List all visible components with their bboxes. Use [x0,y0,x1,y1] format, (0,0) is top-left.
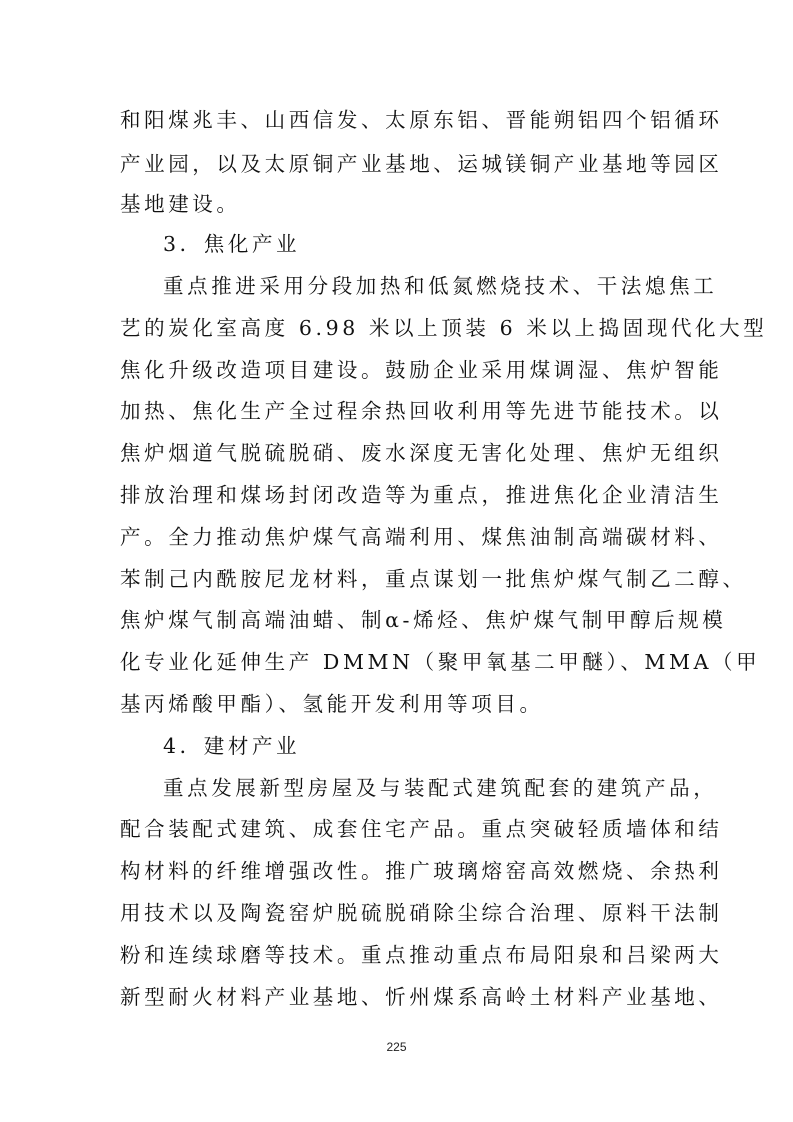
body-text-line: 艺的炭化室高度 6.98 米以上顶装 6 米以上捣固现代化大型 [120,316,768,340]
body-text-line: 苯制己内酰胺尼龙材料，重点谋划一批焦炉煤气制乙二醇、 [120,567,747,591]
body-text-line: 和阳煤兆丰、山西信发、太原东铝、晋能朔铝四个铝循环 [120,108,723,132]
body-text-line: 用技术以及陶瓷窑炉脱硫脱硝除尘综合治理、原料干法制 [120,901,723,925]
body-text-line: 构材料的纤维增强改性。推广玻璃熔窑高效燃烧、余热利 [120,859,723,883]
body-text-line: 产。全力推动焦炉煤气高端利用、煤焦油制高端碳材料、 [120,525,723,549]
body-text-line: 焦炉烟道气脱硫脱硝、废水深度无害化处理、焦炉无组织 [120,441,723,465]
body-text-line: 焦炉煤气制高端油蜡、制α-烯烃、焦炉煤气制甲醇后规模 [120,608,727,632]
section-heading-building-materials: 4．建材产业 [163,734,301,758]
body-text-line: 加热、焦化生产全过程余热回收利用等先进节能技术。以 [120,399,723,423]
body-text-line: 焦化升级改造项目建设。鼓励企业采用煤调湿、焦炉智能 [120,358,723,382]
body-text-line: 重点发展新型房屋及与装配式建筑配套的建筑产品， [163,776,718,800]
body-text-line: 排放治理和煤场封闭改造等为重点，推进焦化企业清洁生 [120,483,723,507]
page-number: 225 [386,1040,407,1054]
body-text-line: 化专业化延伸生产 DMMN（聚甲氧基二甲醚）、MMA（甲 [120,650,761,674]
body-text-line: 基丙烯酸甲酯）、氢能开发利用等项目。 [120,692,544,716]
body-text-line: 配合装配式建筑、成套住宅产品。重点突破轻质墙体和结 [120,817,723,841]
body-text-line: 重点推进采用分段加热和低氮燃烧技术、干法熄焦工 [163,274,718,298]
body-text-line: 基地建设。 [120,192,241,216]
body-text-line: 新型耐火材料产业基地、忻州煤系高岭土材料产业基地、 [120,985,723,1009]
body-text-line: 粉和连续球磨等技术。重点推动重点布局阳泉和吕梁两大 [120,943,723,967]
body-text-line: 产业园，以及太原铜产业基地、运城镁铜产业基地等园区 [120,152,723,176]
section-heading-coking: 3．焦化产业 [163,232,301,256]
